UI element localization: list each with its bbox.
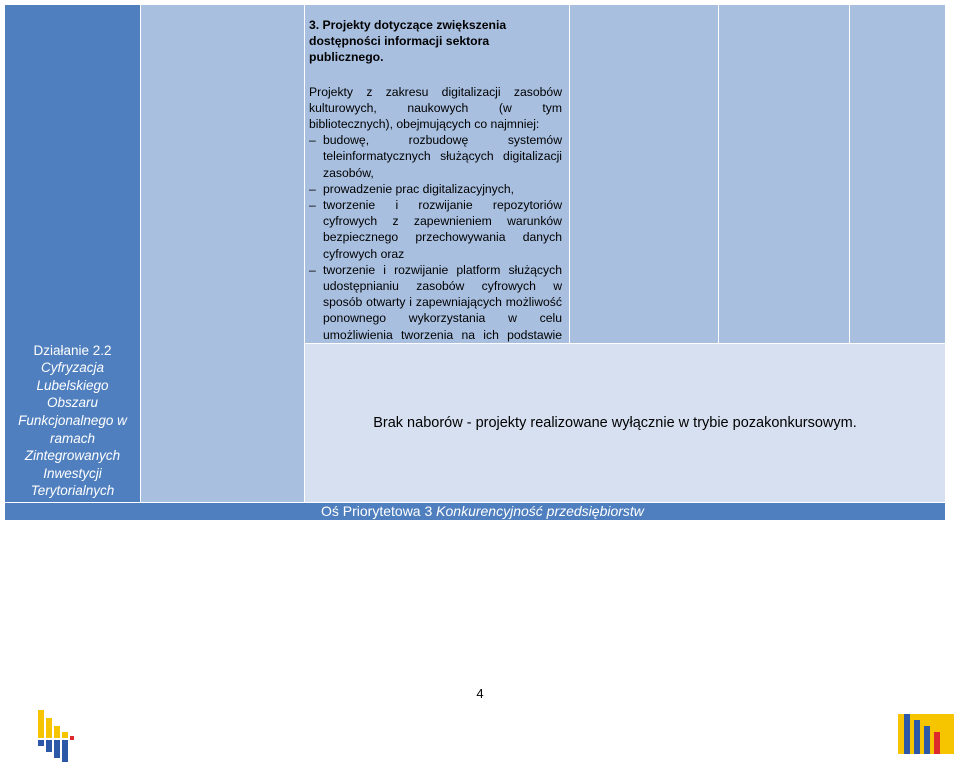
- project-description-cell: [305, 5, 569, 343]
- list-item: – tworzenie i rozwijanie platform służących udostępnianiu zasobów cyfrowych w sposób otwarty i zapewniających możliwość ponownego wykorzystania w celu umożliwienia tworzenia na ich podstawie: [309, 262, 562, 359]
- priority-axis-row: [5, 503, 945, 520]
- action-label: Działanie 2.2: [33, 342, 112, 358]
- action-cell: [5, 5, 140, 502]
- page-number: 4: [476, 686, 484, 701]
- eu-flag-logo: [898, 714, 954, 754]
- project-intro-line: kulturowych, naukowych (w tym: [309, 100, 562, 115]
- project-scope-list: [309, 132, 562, 359]
- empty-cell-column-4: [570, 5, 718, 343]
- fundusze-europejskie-logo: [38, 710, 74, 762]
- nabor-info-cell: [305, 344, 945, 502]
- action-name-line: ramach: [49, 430, 95, 446]
- project-intro-line: bibliotecznych), obejmujących co najmniej:: [309, 117, 540, 132]
- action-name-line: Terytorialnych: [30, 483, 115, 499]
- list-item: – tworzenie i rozwijanie repozytoriów cyfrowych z zapewnieniem warunków bezpiecznego przechowywania danych cyfrowych oraz: [309, 197, 562, 262]
- action-name-line: Inwestycji: [43, 465, 102, 481]
- action-name-line: Lubelskiego: [36, 377, 109, 393]
- list-item: – prowadzenie prac digitalizacyjnych,: [309, 181, 562, 197]
- empty-cell-column-2: [141, 5, 304, 502]
- project-heading: 3. Projekty dotyczące zwiększenia dostępności informacji sektora publicznego.: [309, 18, 507, 65]
- project-intro-line: Projekty z zakresu digitalizacji zasobów: [309, 84, 562, 99]
- axis-name: Konkurencyjność przedsiębiorstw: [436, 503, 644, 519]
- axis-prefix: Oś Priorytetowa 3: [321, 503, 433, 519]
- action-name-line: Funkcjonalnego w: [18, 413, 127, 429]
- empty-cell-column-5: [719, 5, 849, 343]
- eu-funds-logo-strip: [0, 706, 960, 764]
- empty-cell-column-6: [850, 5, 945, 343]
- nabor-text: Brak naborów - projekty realizowane wyłącznie w trybie pozakonkursowym.: [373, 415, 857, 431]
- action-name-line: Obszaru: [46, 395, 99, 411]
- action-name-line: Zintegrowanych: [24, 448, 121, 464]
- list-item: – budowę, rozbudowę systemów teleinformatycznych służących digitalizacji zasobów,: [309, 132, 562, 181]
- action-name-line: Cyfryzacja: [40, 360, 104, 376]
